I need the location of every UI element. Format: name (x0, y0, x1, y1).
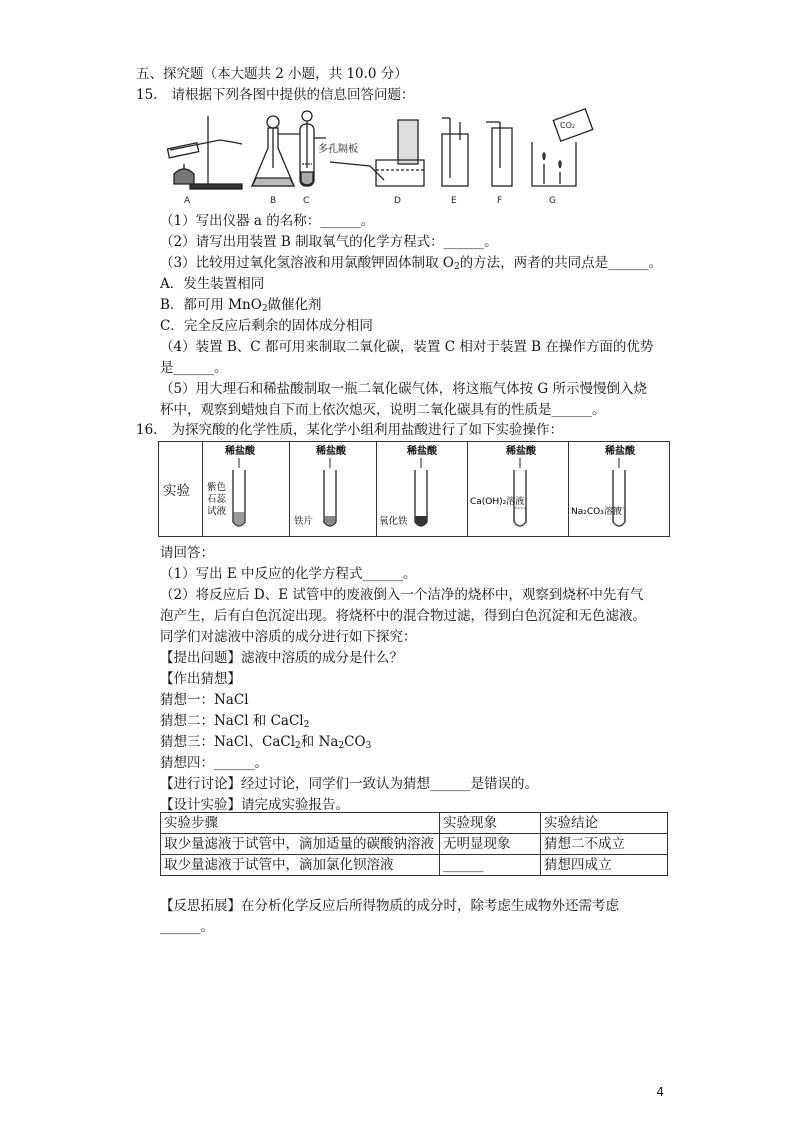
label-a: A (184, 196, 191, 206)
q16-part-2-line-3: 同学们对滤液中溶质的成分进行如下探究： (160, 629, 417, 645)
q15-part-2: （2）请写出用装置 B 制取氧气的化学方程式：______。 (160, 234, 498, 250)
header-cell: 实验步骤 (161, 813, 440, 834)
label-b: B (270, 196, 277, 206)
tube-a-label-3: 试液 (207, 506, 227, 517)
q15-part-1: （1）写出仪器 a 的名称：______。 (160, 213, 375, 229)
q15-option-c: C．完全反应后剩余的固体成分相同 (160, 318, 373, 334)
question-prompt (160, 649, 403, 667)
section-tag: 【设计实验】 (160, 797, 241, 813)
co2-label: CO₂ (560, 121, 576, 130)
tube-a-drawing (203, 442, 289, 532)
option-b-text: B．都可用 MnO (160, 297, 262, 313)
apparatus-f (486, 122, 512, 206)
apparatus-c (300, 111, 358, 206)
subscript: 2 (295, 741, 301, 751)
tube-e-label: Na₂CO₃溶液 (571, 507, 622, 517)
part-3-text: （3）比较用过氧化氢溶液和用氯酸钾固体制取 O (160, 255, 454, 271)
tube-cell-c (377, 442, 468, 537)
label-g: G (549, 196, 556, 206)
hypothesis-text: 猜想二：NaCl 和 CaCl (160, 713, 304, 729)
tube-c-label: 氧化铁 (379, 516, 408, 527)
acid-label: 稀盐酸 (407, 446, 437, 457)
section-title: 五、探究题（本大题共 2 小题，共 10.0 分） (136, 66, 408, 82)
tube-b-drawing (290, 442, 376, 532)
subscript: 3 (365, 741, 372, 751)
label-c: C (303, 196, 310, 206)
question-number: 16. (136, 422, 158, 438)
subscript: 2 (453, 262, 460, 272)
question-15-stem (136, 86, 414, 104)
acid-label: 稀盐酸 (316, 446, 346, 457)
hypothesis-1: 猜想一：NaCl (160, 692, 249, 708)
tube-cell-b (290, 442, 377, 537)
q16-part-1: （1）写出 E 中反应的化学方程式______。 (160, 566, 417, 582)
ask-text: 请回答： (160, 545, 214, 561)
hypothesis-text: 猜想三：NaCl、CaCl (160, 734, 296, 750)
q16-part-2-line-2: 泡产生，后有白色沉淀出现。将烧杯中的混合物过滤，得到白色沉淀和无色滤液。 (160, 608, 646, 624)
apparatus-a (167, 116, 242, 206)
q16-part-2-line-1: （2）将反应后 D、E 试管中的废液倒入一个洁净的烧杯中，观察到烧杯中先有气 (160, 587, 644, 603)
label-e: E (451, 196, 457, 206)
section-text: 在分析化学反应后所得物质的成分时，除考虑生成物外还需考虑 (241, 898, 619, 914)
question-number: 15. (136, 87, 158, 103)
hypothesis-4: 猜想四：______。 (160, 755, 268, 771)
option-b-text-end: 做催化剂 (267, 297, 322, 313)
tube-a-label-2: 石蕊 (207, 494, 227, 505)
tube-b-label: 铁片 (294, 516, 314, 527)
apparatus-figure (160, 108, 600, 208)
q15-part-5-line-2: 杯中，观察到蜡烛自下而上依次熄灭，说明二氧化碳具有的性质是______。 (160, 402, 606, 418)
table-cell: 无明显现象 (440, 834, 541, 855)
tube-d-drawing (468, 442, 568, 532)
subscript: 2 (261, 304, 268, 314)
part-3-text-end: 的方法，两者的共同点是______。 (459, 255, 663, 271)
subscript: 2 (303, 720, 310, 730)
stem-text: 为探究酸的化学性质，某化学小组利用盐酸进行了如下实验操作： (171, 422, 563, 438)
row-label: 实验 (159, 442, 203, 537)
tube-cell-a (203, 442, 290, 537)
tube-e-drawing (569, 442, 669, 532)
q15-part-4-line-2: 是______。 (160, 360, 228, 376)
tube-cell-d (468, 442, 569, 537)
apparatus-g (532, 109, 593, 206)
q15-part-5-line-1: （5）用大理石和稀盐酸制取一瓶二氧化碳气体，将这瓶气体按 G 所示慢慢倒入烧 (160, 381, 647, 397)
experiment-report-table (160, 812, 668, 876)
acid-label: 稀盐酸 (506, 446, 536, 457)
hypothesis-heading: 【作出猜想】 (160, 671, 241, 687)
label-d: D (394, 196, 401, 206)
q15-part-3 (160, 254, 662, 276)
label-f: F (497, 196, 503, 206)
question-16-stem (136, 421, 563, 439)
section-tag: 【进行讨论】 (160, 776, 241, 792)
subscript: 2 (338, 741, 345, 751)
tube-c-drawing (377, 442, 467, 532)
experiment-table (158, 441, 670, 537)
hypothesis-text-2: 和 Na (300, 734, 339, 750)
table-cell: ______ (440, 855, 541, 876)
table-cell: 取少量滤液于试管中，滴加适量的碳酸钠溶液 (161, 834, 440, 855)
hypothesis-3 (160, 733, 371, 755)
stem-text: 请根据下列各图中提供的信息回答问题： (171, 87, 415, 103)
hypothesis-2 (160, 712, 309, 734)
tube-a-label-1: 紫色 (207, 482, 227, 493)
table-cell: 猜想四成立 (541, 855, 668, 876)
apparatus-d (330, 120, 424, 206)
section-text: 经过讨论，同学们一致认为猜想______是错误的。 (241, 776, 538, 792)
page-number: 4 (656, 1085, 664, 1099)
acid-label: 稀盐酸 (605, 446, 635, 457)
q15-part-4-line-1: （4）装置 B、C 都可用来制取二氧化碳，装置 C 相对于装置 B 在操作方面的优势 (160, 339, 654, 355)
table-header-row (161, 813, 668, 834)
apparatus-e (442, 118, 468, 206)
section-text: 滤液中溶质的成分是什么？ (241, 650, 403, 666)
section-tag: 【反思拓展】 (160, 898, 241, 914)
section-tag: 【提出问题】 (160, 650, 241, 666)
apparatus-b (252, 116, 300, 206)
hypothesis-text-3: CO (344, 734, 366, 750)
discussion (160, 775, 538, 793)
tube-cell-e (569, 442, 670, 537)
header-cell: 实验现象 (440, 813, 541, 834)
porous-plate-label: 多孔隔板 (318, 144, 358, 155)
table-cell: 取少量滤液于试管中，滴加氯化钡溶液 (161, 855, 440, 876)
section-text: 请完成实验报告。 (241, 797, 349, 813)
header-cell: 实验结论 (541, 813, 668, 834)
table-row (161, 855, 668, 876)
q15-option-a: A．发生装置相同 (160, 276, 265, 292)
reflection (160, 897, 619, 915)
table-cell: 猜想二不成立 (541, 834, 668, 855)
tube-d-label: Ca(OH)₂溶液 (470, 497, 525, 507)
q15-option-b (160, 296, 322, 318)
acid-label: 稀盐酸 (225, 446, 255, 457)
table-row (161, 834, 668, 855)
reflection-blank: ______。 (160, 919, 214, 935)
